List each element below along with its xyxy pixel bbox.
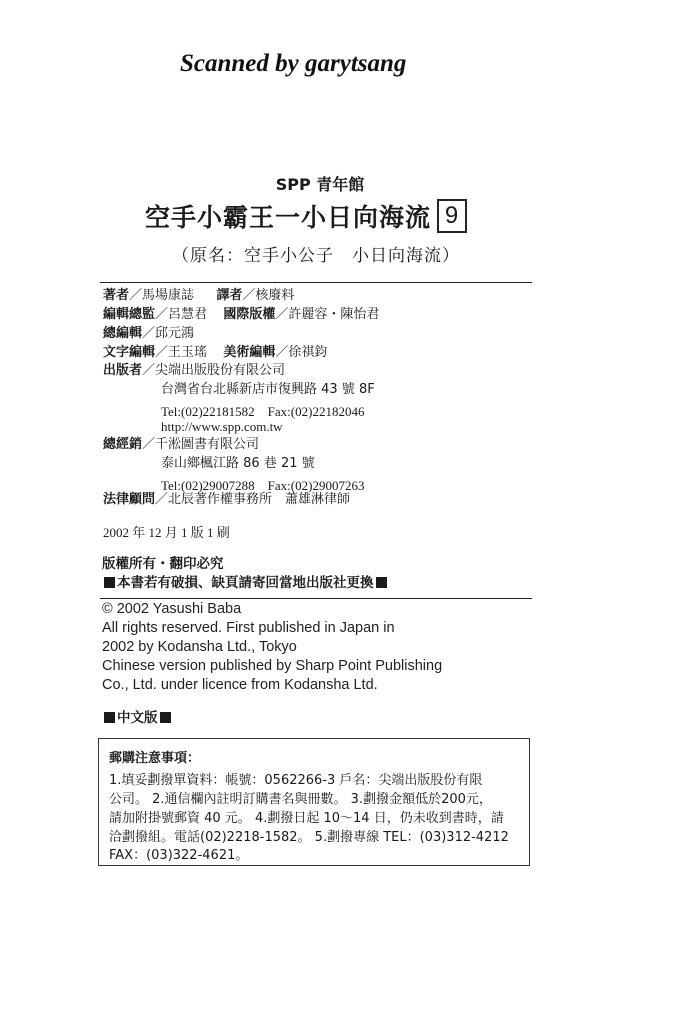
chief-editor-label: 編輯總監: [103, 307, 156, 322]
intl-rights-label: 國際版權: [223, 307, 276, 322]
english-line: Chinese version published by Sharp Point Publishing: [102, 658, 443, 674]
rights-reserved: 版權所有・翻印必究: [102, 556, 224, 572]
distributor-label: 總經銷: [103, 437, 143, 452]
text-editor-name: ／王玉瑤: [155, 345, 208, 360]
intl-rights-names: ／許麗容・陳怡君: [275, 307, 380, 322]
english-line: 2002 by Kodansha Ltd., Tokyo: [102, 639, 297, 655]
book-title: 空手小霸王一小日向海流: [145, 203, 432, 232]
english-line: All rights reserved. First published in Japan in: [102, 620, 395, 636]
credit-author-line: [103, 286, 294, 305]
distributor-name: ／千淞圖書有限公司: [142, 437, 260, 452]
postal-order-box: [98, 738, 530, 866]
legal-label: 法律顧問: [103, 492, 156, 507]
damage-notice-line: [102, 571, 389, 591]
divider: [100, 282, 532, 283]
distributor-tel-fax: Tel:(02)29007288 Fax:(02)29007263: [161, 478, 365, 493]
publisher-tel-fax: Tel:(02)22181582 Fax:(02)22182046: [161, 404, 365, 419]
credit-editor-line: [103, 305, 379, 324]
art-editor-label: 美術編輯: [223, 345, 276, 360]
credit-general-editor-line: [103, 324, 194, 343]
chinese-edition-line: [102, 706, 173, 726]
author-label: 著者: [103, 288, 130, 303]
book-title-row: [145, 198, 467, 234]
general-editor-name: ／邱元鴻: [142, 326, 195, 341]
square-bullet-icon: [160, 712, 171, 723]
square-bullet-icon: [104, 712, 115, 723]
author-name: ／馬場康誌: [129, 288, 195, 303]
translator-name: ／核廢料: [242, 288, 295, 303]
chief-editor-name: ／呂慧君: [155, 307, 208, 322]
divider: [100, 598, 532, 599]
chinese-edition: 中文版: [117, 710, 158, 726]
damage-notice: 本書若有破損、缺頁請寄回當地出版社更換: [117, 575, 374, 591]
imprint-label: SPP 青年館: [275, 175, 365, 194]
edition-info: 2002 年 12 月 1 版 1 刷: [103, 525, 230, 540]
art-editor-name: ／徐祺鈞: [275, 345, 328, 360]
general-editor-label: 總編輯: [103, 326, 143, 341]
postal-heading: 郵購注意事項：: [109, 751, 201, 766]
postal-line: 請加附掛號郵資 40 元。 4.劃撥日起 10～14 日，仍未收到書時，請: [109, 811, 504, 826]
credit-distributor-line: [103, 435, 259, 454]
translator-label: 譯者: [216, 288, 243, 303]
square-bullet-icon: [104, 577, 115, 588]
volume-number: 9: [437, 199, 467, 233]
postal-line: 洽劃撥組。電話(02)2218-1582。 5.劃撥專線 TEL：(03)312-4212: [109, 830, 509, 845]
publisher-label: 出版者: [103, 363, 143, 378]
english-line: Co., Ltd. under licence from Kodansha Ltd.: [102, 677, 378, 693]
credit-text-art-line: [103, 343, 327, 362]
credit-publisher-line: [103, 361, 285, 380]
publisher-website: http://www.spp.com.tw: [161, 419, 283, 434]
publisher-name: ／尖端出版股份有限公司: [142, 363, 286, 378]
distributor-address: 泰山鄉楓江路 86 巷 21 號: [161, 456, 315, 471]
postal-line: FAX：(03)322-4621。: [109, 848, 249, 863]
postal-line: 1.填妥劃撥單資料：帳號：0562266-3 戶名：尖端出版股份有限: [109, 773, 483, 788]
scan-credit: Scanned by garytsang: [180, 50, 407, 77]
publisher-address: 台灣省台北縣新店市復興路 43 號 8F: [161, 382, 375, 397]
english-line: © 2002 Yasushi Baba: [102, 601, 242, 617]
credit-legal-line: [103, 490, 350, 509]
original-title: （原名：空手小公子 小日向海流）: [172, 246, 460, 266]
postal-line: 公司。 2.通信欄內註明訂購書名與冊數。 3.劃撥金額低於200元，: [109, 792, 492, 807]
text-editor-label: 文字編輯: [103, 345, 156, 360]
legal-name: ／北辰著作權事務所 蕭雄淋律師: [155, 492, 351, 507]
square-bullet-icon: [376, 577, 387, 588]
